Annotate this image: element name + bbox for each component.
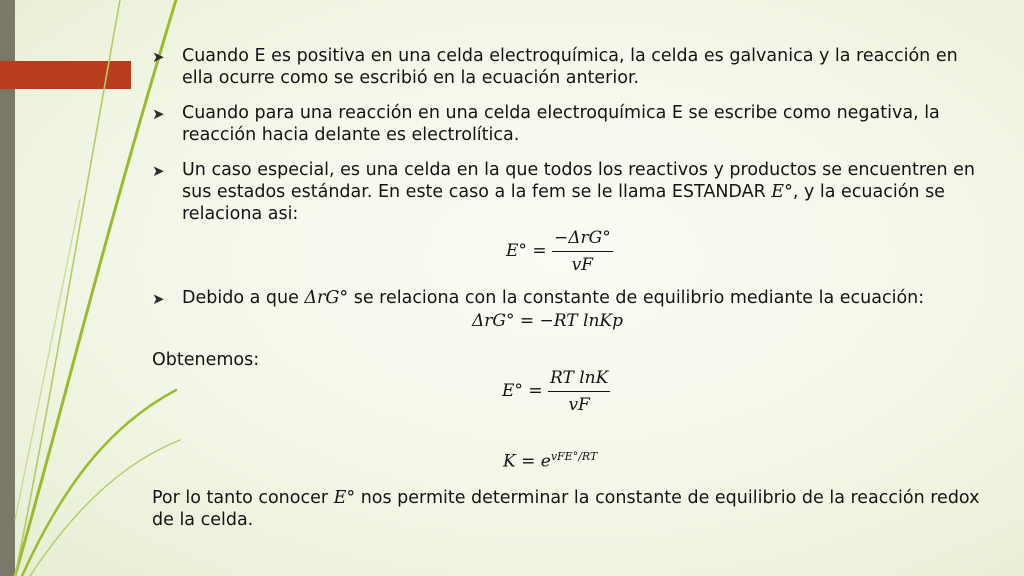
bullet-text: Cuando E es positiva en una celda electroquímica, la celda es galvanica y la reacción en ella ocurre como se escribió en la ecuación anterior. <box>182 46 958 88</box>
bullet-arrow-icon: ➤ <box>152 162 165 180</box>
bullet-text-tail: se relaciona con la constante de equilibrio mediante la ecuación: <box>348 288 925 308</box>
bullet-standard-state <box>152 159 992 225</box>
bullet-galvanic <box>152 45 992 89</box>
eq4-exponent: vFE°/RT <box>550 450 598 463</box>
inline-math: E° <box>771 182 793 202</box>
eq3-denominator: vF <box>568 395 590 415</box>
decor-curve <box>15 0 120 576</box>
bullet-arrow-icon: ➤ <box>152 290 165 308</box>
equation-gibbs-k <box>472 311 623 331</box>
eq1-fraction <box>552 228 613 275</box>
conclusion-text: Por lo tanto conocer <box>152 488 334 508</box>
bullet-arrow-icon: ➤ <box>152 105 165 123</box>
bullet-text: Cuando para una reacción en una celda electroquímica E se escribe como negativa, la reacción hacia delante es electrolítica. <box>182 103 940 145</box>
bullet-text-tail: , y la ecuación se relaciona asi: <box>182 182 945 224</box>
bullet-arrow-icon: ➤ <box>152 48 165 66</box>
bullet-electrolytic <box>152 102 992 146</box>
eq1-denominator: vF <box>571 255 594 275</box>
equation-k <box>503 450 597 472</box>
equation-e-lnk <box>502 368 610 415</box>
eq1-numerator: −ΔrG° <box>552 228 613 252</box>
eq3-fraction <box>548 368 610 415</box>
eq3-lhs: E° = <box>502 381 543 401</box>
conclusion-paragraph <box>152 487 992 531</box>
eq1-lhs: E° = <box>506 241 547 261</box>
eq2-text: ΔrG° = −RT lnKp <box>472 311 623 331</box>
equation-e-standard <box>506 228 613 275</box>
inline-math: ΔrG° <box>304 288 349 308</box>
eq3-numerator: RT lnK <box>548 368 610 392</box>
bullet-text: Un caso especial, es una celda en la que todos los reactivos y productos se encuentren en sus estados estándar. En este caso a la fem se le llama ESTANDAR <box>182 160 975 202</box>
eq4-lhs: K = e <box>503 451 551 472</box>
decor-curve <box>15 200 80 520</box>
obtenemos-label: Obtenemos: <box>152 350 260 370</box>
bullet-equilibrium <box>152 287 992 309</box>
bullet-text: Debido a que <box>182 288 305 308</box>
conclusion-text-tail: nos permite determinar la constante de equilibrio de la reacción redox de la celda. <box>152 488 980 530</box>
inline-math: E° <box>333 488 356 508</box>
